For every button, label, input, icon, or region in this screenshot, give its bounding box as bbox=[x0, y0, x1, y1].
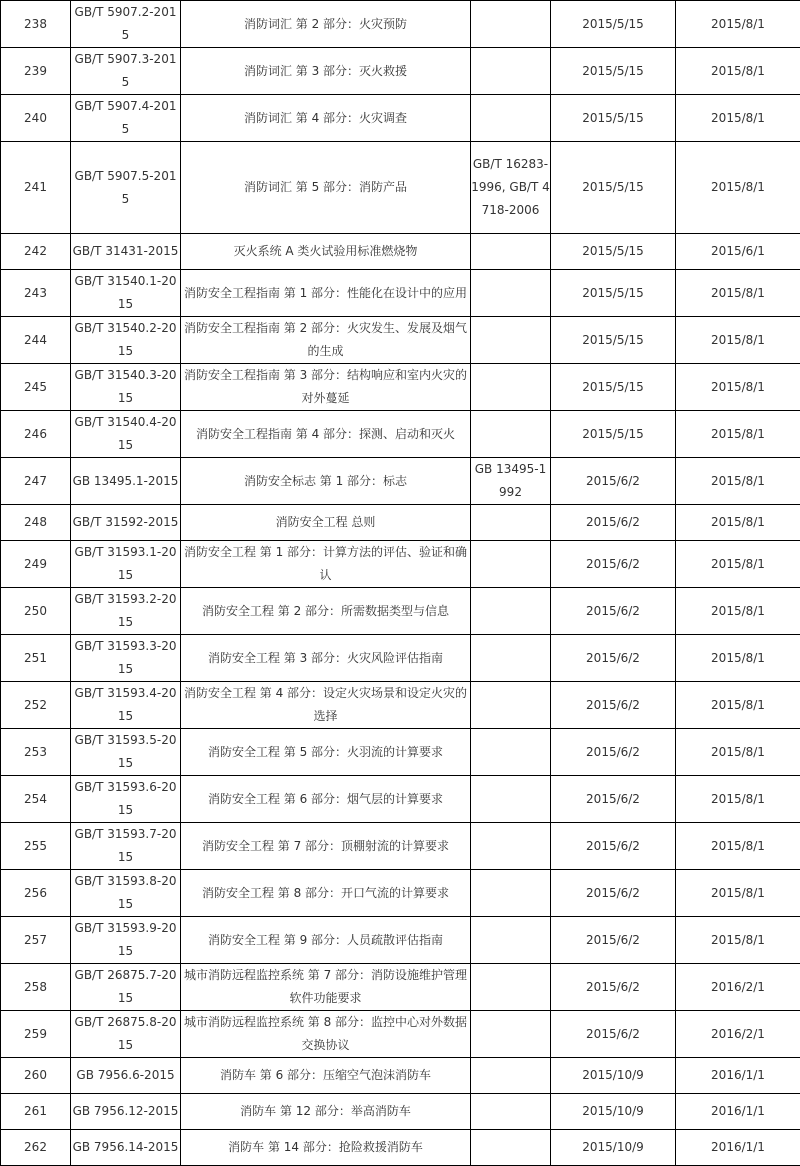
standard-code-cell: GB/T 31540.2-2015 bbox=[71, 317, 181, 364]
standard-code-cell: GB/T 31593.7-2015 bbox=[71, 823, 181, 870]
row-number-cell: 238 bbox=[1, 1, 71, 48]
standard-name-cell: 消防词汇 第 2 部分：火灾预防 bbox=[181, 1, 471, 48]
standard-code-cell: GB/T 5907.4-2015 bbox=[71, 95, 181, 142]
standard-name-cell: 消防车 第 12 部分：举高消防车 bbox=[181, 1094, 471, 1130]
release-date-cell: 2015/6/2 bbox=[551, 823, 676, 870]
standard-name-cell: 消防安全工程 第 6 部分：烟气层的计算要求 bbox=[181, 776, 471, 823]
row-number-cell: 258 bbox=[1, 964, 71, 1011]
table-row bbox=[1, 411, 800, 458]
standard-name-cell: 消防安全工程 第 4 部分：设定火灾场景和设定火灾的选择 bbox=[181, 682, 471, 729]
table-row bbox=[1, 505, 800, 541]
standard-name-cell: 消防安全工程指南 第 1 部分：性能化在设计中的应用 bbox=[181, 270, 471, 317]
standard-code-cell: GB/T 31593.6-2015 bbox=[71, 776, 181, 823]
release-date-cell: 2015/6/2 bbox=[551, 964, 676, 1011]
standard-code-cell: GB/T 31431-2015 bbox=[71, 234, 181, 270]
effective-date-cell: 2015/8/1 bbox=[676, 635, 800, 682]
effective-date-cell: 2015/8/1 bbox=[676, 270, 800, 317]
replaced-standard-cell bbox=[471, 776, 551, 823]
release-date-cell: 2015/5/15 bbox=[551, 270, 676, 317]
standard-code-cell: GB 13495.1-2015 bbox=[71, 458, 181, 505]
row-number-cell: 248 bbox=[1, 505, 71, 541]
effective-date-cell: 2015/8/1 bbox=[676, 870, 800, 917]
release-date-cell: 2015/6/2 bbox=[551, 541, 676, 588]
table-row bbox=[1, 458, 800, 505]
standard-code-cell: GB 7956.12-2015 bbox=[71, 1094, 181, 1130]
effective-date-cell: 2015/8/1 bbox=[676, 917, 800, 964]
standard-name-cell: 消防安全工程 第 1 部分：计算方法的评估、验证和确认 bbox=[181, 541, 471, 588]
table-row bbox=[1, 142, 800, 234]
standard-name-cell: 消防安全工程指南 第 3 部分：结构响应和室内火灾的对外蔓延 bbox=[181, 364, 471, 411]
replaced-standard-cell: GB 13495-1992 bbox=[471, 458, 551, 505]
standard-name-cell: 消防词汇 第 5 部分：消防产品 bbox=[181, 142, 471, 234]
standard-name-cell: 消防安全工程 第 8 部分：开口气流的计算要求 bbox=[181, 870, 471, 917]
release-date-cell: 2015/6/2 bbox=[551, 917, 676, 964]
row-number-cell: 243 bbox=[1, 270, 71, 317]
release-date-cell: 2015/5/15 bbox=[551, 364, 676, 411]
row-number-cell: 247 bbox=[1, 458, 71, 505]
effective-date-cell: 2015/8/1 bbox=[676, 142, 800, 234]
row-number-cell: 260 bbox=[1, 1058, 71, 1094]
effective-date-cell: 2015/8/1 bbox=[676, 505, 800, 541]
replaced-standard-cell bbox=[471, 270, 551, 317]
release-date-cell: 2015/5/15 bbox=[551, 1, 676, 48]
effective-date-cell: 2015/8/1 bbox=[676, 776, 800, 823]
row-number-cell: 249 bbox=[1, 541, 71, 588]
standard-name-cell: 消防安全工程 第 9 部分：人员疏散评估指南 bbox=[181, 917, 471, 964]
table-row bbox=[1, 234, 800, 270]
release-date-cell: 2015/6/2 bbox=[551, 458, 676, 505]
replaced-standard-cell bbox=[471, 823, 551, 870]
row-number-cell: 256 bbox=[1, 870, 71, 917]
table-row bbox=[1, 541, 800, 588]
standard-code-cell: GB/T 31593.9-2015 bbox=[71, 917, 181, 964]
release-date-cell: 2015/6/2 bbox=[551, 776, 676, 823]
standard-code-cell: GB/T 31593.1-2015 bbox=[71, 541, 181, 588]
standard-code-cell: GB/T 26875.7-2015 bbox=[71, 964, 181, 1011]
standards-table-body bbox=[1, 1, 800, 1166]
standard-code-cell: GB/T 5907.2-2015 bbox=[71, 1, 181, 48]
replaced-standard-cell bbox=[471, 729, 551, 776]
table-row bbox=[1, 964, 800, 1011]
row-number-cell: 261 bbox=[1, 1094, 71, 1130]
row-number-cell: 246 bbox=[1, 411, 71, 458]
release-date-cell: 2015/10/9 bbox=[551, 1058, 676, 1094]
row-number-cell: 255 bbox=[1, 823, 71, 870]
effective-date-cell: 2015/8/1 bbox=[676, 364, 800, 411]
row-number-cell: 257 bbox=[1, 917, 71, 964]
standard-code-cell: GB/T 31593.2-2015 bbox=[71, 588, 181, 635]
replaced-standard-cell bbox=[471, 917, 551, 964]
release-date-cell: 2015/6/2 bbox=[551, 505, 676, 541]
standard-name-cell: 消防安全工程指南 第 4 部分：探测、启动和灭火 bbox=[181, 411, 471, 458]
table-row bbox=[1, 635, 800, 682]
effective-date-cell: 2015/8/1 bbox=[676, 48, 800, 95]
row-number-cell: 242 bbox=[1, 234, 71, 270]
release-date-cell: 2015/5/15 bbox=[551, 48, 676, 95]
effective-date-cell: 2015/8/1 bbox=[676, 458, 800, 505]
table-row bbox=[1, 588, 800, 635]
standard-name-cell: 城市消防远程监控系统 第 8 部分：监控中心对外数据交换协议 bbox=[181, 1011, 471, 1058]
replaced-standard-cell bbox=[471, 317, 551, 364]
effective-date-cell: 2015/8/1 bbox=[676, 729, 800, 776]
row-number-cell: 254 bbox=[1, 776, 71, 823]
standard-name-cell: 消防车 第 6 部分：压缩空气泡沫消防车 bbox=[181, 1058, 471, 1094]
standard-name-cell: 消防安全工程 第 3 部分：火灾风险评估指南 bbox=[181, 635, 471, 682]
table-row bbox=[1, 1058, 800, 1094]
replaced-standard-cell bbox=[471, 682, 551, 729]
row-number-cell: 251 bbox=[1, 635, 71, 682]
replaced-standard-cell bbox=[471, 870, 551, 917]
table-row bbox=[1, 317, 800, 364]
replaced-standard-cell bbox=[471, 635, 551, 682]
replaced-standard-cell bbox=[471, 234, 551, 270]
effective-date-cell: 2015/6/1 bbox=[676, 234, 800, 270]
standard-name-cell: 消防安全工程 第 7 部分：顶棚射流的计算要求 bbox=[181, 823, 471, 870]
standard-code-cell: GB/T 31540.3-2015 bbox=[71, 364, 181, 411]
table-row bbox=[1, 729, 800, 776]
row-number-cell: 253 bbox=[1, 729, 71, 776]
table-row bbox=[1, 870, 800, 917]
replaced-standard-cell bbox=[471, 48, 551, 95]
effective-date-cell: 2016/1/1 bbox=[676, 1130, 800, 1166]
effective-date-cell: 2015/8/1 bbox=[676, 823, 800, 870]
effective-date-cell: 2016/1/1 bbox=[676, 1058, 800, 1094]
replaced-standard-cell bbox=[471, 588, 551, 635]
release-date-cell: 2015/6/2 bbox=[551, 1011, 676, 1058]
table-row bbox=[1, 1, 800, 48]
standard-code-cell: GB/T 31593.4-2015 bbox=[71, 682, 181, 729]
release-date-cell: 2015/6/2 bbox=[551, 870, 676, 917]
effective-date-cell: 2015/8/1 bbox=[676, 95, 800, 142]
standard-name-cell: 消防词汇 第 4 部分：火灾调查 bbox=[181, 95, 471, 142]
standard-code-cell: GB/T 31593.8-2015 bbox=[71, 870, 181, 917]
replaced-standard-cell bbox=[471, 505, 551, 541]
effective-date-cell: 2015/8/1 bbox=[676, 411, 800, 458]
replaced-standard-cell bbox=[471, 1058, 551, 1094]
replaced-standard-cell bbox=[471, 964, 551, 1011]
row-number-cell: 240 bbox=[1, 95, 71, 142]
row-number-cell: 252 bbox=[1, 682, 71, 729]
release-date-cell: 2015/5/15 bbox=[551, 234, 676, 270]
release-date-cell: 2015/5/15 bbox=[551, 95, 676, 142]
table-row bbox=[1, 682, 800, 729]
release-date-cell: 2015/6/2 bbox=[551, 729, 676, 776]
row-number-cell: 245 bbox=[1, 364, 71, 411]
table-row bbox=[1, 1011, 800, 1058]
row-number-cell: 250 bbox=[1, 588, 71, 635]
replaced-standard-cell bbox=[471, 364, 551, 411]
replaced-standard-cell bbox=[471, 1094, 551, 1130]
row-number-cell: 262 bbox=[1, 1130, 71, 1166]
table-row bbox=[1, 917, 800, 964]
release-date-cell: 2015/10/9 bbox=[551, 1094, 676, 1130]
standard-code-cell: GB/T 31540.1-2015 bbox=[71, 270, 181, 317]
release-date-cell: 2015/10/9 bbox=[551, 1130, 676, 1166]
standard-code-cell: GB/T 31593.5-2015 bbox=[71, 729, 181, 776]
standard-name-cell: 灭火系统 A 类火试验用标准燃烧物 bbox=[181, 234, 471, 270]
replaced-standard-cell bbox=[471, 541, 551, 588]
row-number-cell: 241 bbox=[1, 142, 71, 234]
standard-name-cell: 消防安全工程 总则 bbox=[181, 505, 471, 541]
standard-code-cell: GB/T 31540.4-2015 bbox=[71, 411, 181, 458]
table-row bbox=[1, 95, 800, 142]
replaced-standard-cell bbox=[471, 1, 551, 48]
standard-name-cell: 城市消防远程监控系统 第 7 部分：消防设施维护管理软件功能要求 bbox=[181, 964, 471, 1011]
table-row bbox=[1, 364, 800, 411]
standard-code-cell: GB 7956.6-2015 bbox=[71, 1058, 181, 1094]
table-row bbox=[1, 270, 800, 317]
replaced-standard-cell bbox=[471, 95, 551, 142]
standard-code-cell: GB/T 5907.3-2015 bbox=[71, 48, 181, 95]
table-row bbox=[1, 1130, 800, 1166]
effective-date-cell: 2015/8/1 bbox=[676, 588, 800, 635]
standard-name-cell: 消防车 第 14 部分：抢险救援消防车 bbox=[181, 1130, 471, 1166]
table-row bbox=[1, 776, 800, 823]
release-date-cell: 2015/6/2 bbox=[551, 588, 676, 635]
standard-name-cell: 消防安全工程 第 5 部分：火羽流的计算要求 bbox=[181, 729, 471, 776]
standard-name-cell: 消防安全工程指南 第 2 部分：火灾发生、发展及烟气的生成 bbox=[181, 317, 471, 364]
release-date-cell: 2015/5/15 bbox=[551, 142, 676, 234]
effective-date-cell: 2015/8/1 bbox=[676, 541, 800, 588]
standard-code-cell: GB/T 5907.5-2015 bbox=[71, 142, 181, 234]
table-row bbox=[1, 823, 800, 870]
effective-date-cell: 2015/8/1 bbox=[676, 317, 800, 364]
replaced-standard-cell bbox=[471, 1011, 551, 1058]
effective-date-cell: 2015/8/1 bbox=[676, 682, 800, 729]
standard-code-cell: GB/T 31593.3-2015 bbox=[71, 635, 181, 682]
replaced-standard-cell bbox=[471, 411, 551, 458]
standard-name-cell: 消防安全标志 第 1 部分：标志 bbox=[181, 458, 471, 505]
effective-date-cell: 2016/2/1 bbox=[676, 964, 800, 1011]
row-number-cell: 244 bbox=[1, 317, 71, 364]
release-date-cell: 2015/6/2 bbox=[551, 682, 676, 729]
replaced-standard-cell bbox=[471, 1130, 551, 1166]
effective-date-cell: 2016/2/1 bbox=[676, 1011, 800, 1058]
standard-name-cell: 消防安全工程 第 2 部分：所需数据类型与信息 bbox=[181, 588, 471, 635]
release-date-cell: 2015/6/2 bbox=[551, 635, 676, 682]
table-row bbox=[1, 48, 800, 95]
effective-date-cell: 2016/1/1 bbox=[676, 1094, 800, 1130]
replaced-standard-cell: GB/T 16283-1996, GB/T 4718-2006 bbox=[471, 142, 551, 234]
standard-name-cell: 消防词汇 第 3 部分：灭火救援 bbox=[181, 48, 471, 95]
row-number-cell: 239 bbox=[1, 48, 71, 95]
row-number-cell: 259 bbox=[1, 1011, 71, 1058]
effective-date-cell: 2015/8/1 bbox=[676, 1, 800, 48]
table-row bbox=[1, 1094, 800, 1130]
standard-code-cell: GB/T 31592-2015 bbox=[71, 505, 181, 541]
release-date-cell: 2015/5/15 bbox=[551, 411, 676, 458]
standard-code-cell: GB/T 26875.8-2015 bbox=[71, 1011, 181, 1058]
standard-code-cell: GB 7956.14-2015 bbox=[71, 1130, 181, 1166]
release-date-cell: 2015/5/15 bbox=[551, 317, 676, 364]
